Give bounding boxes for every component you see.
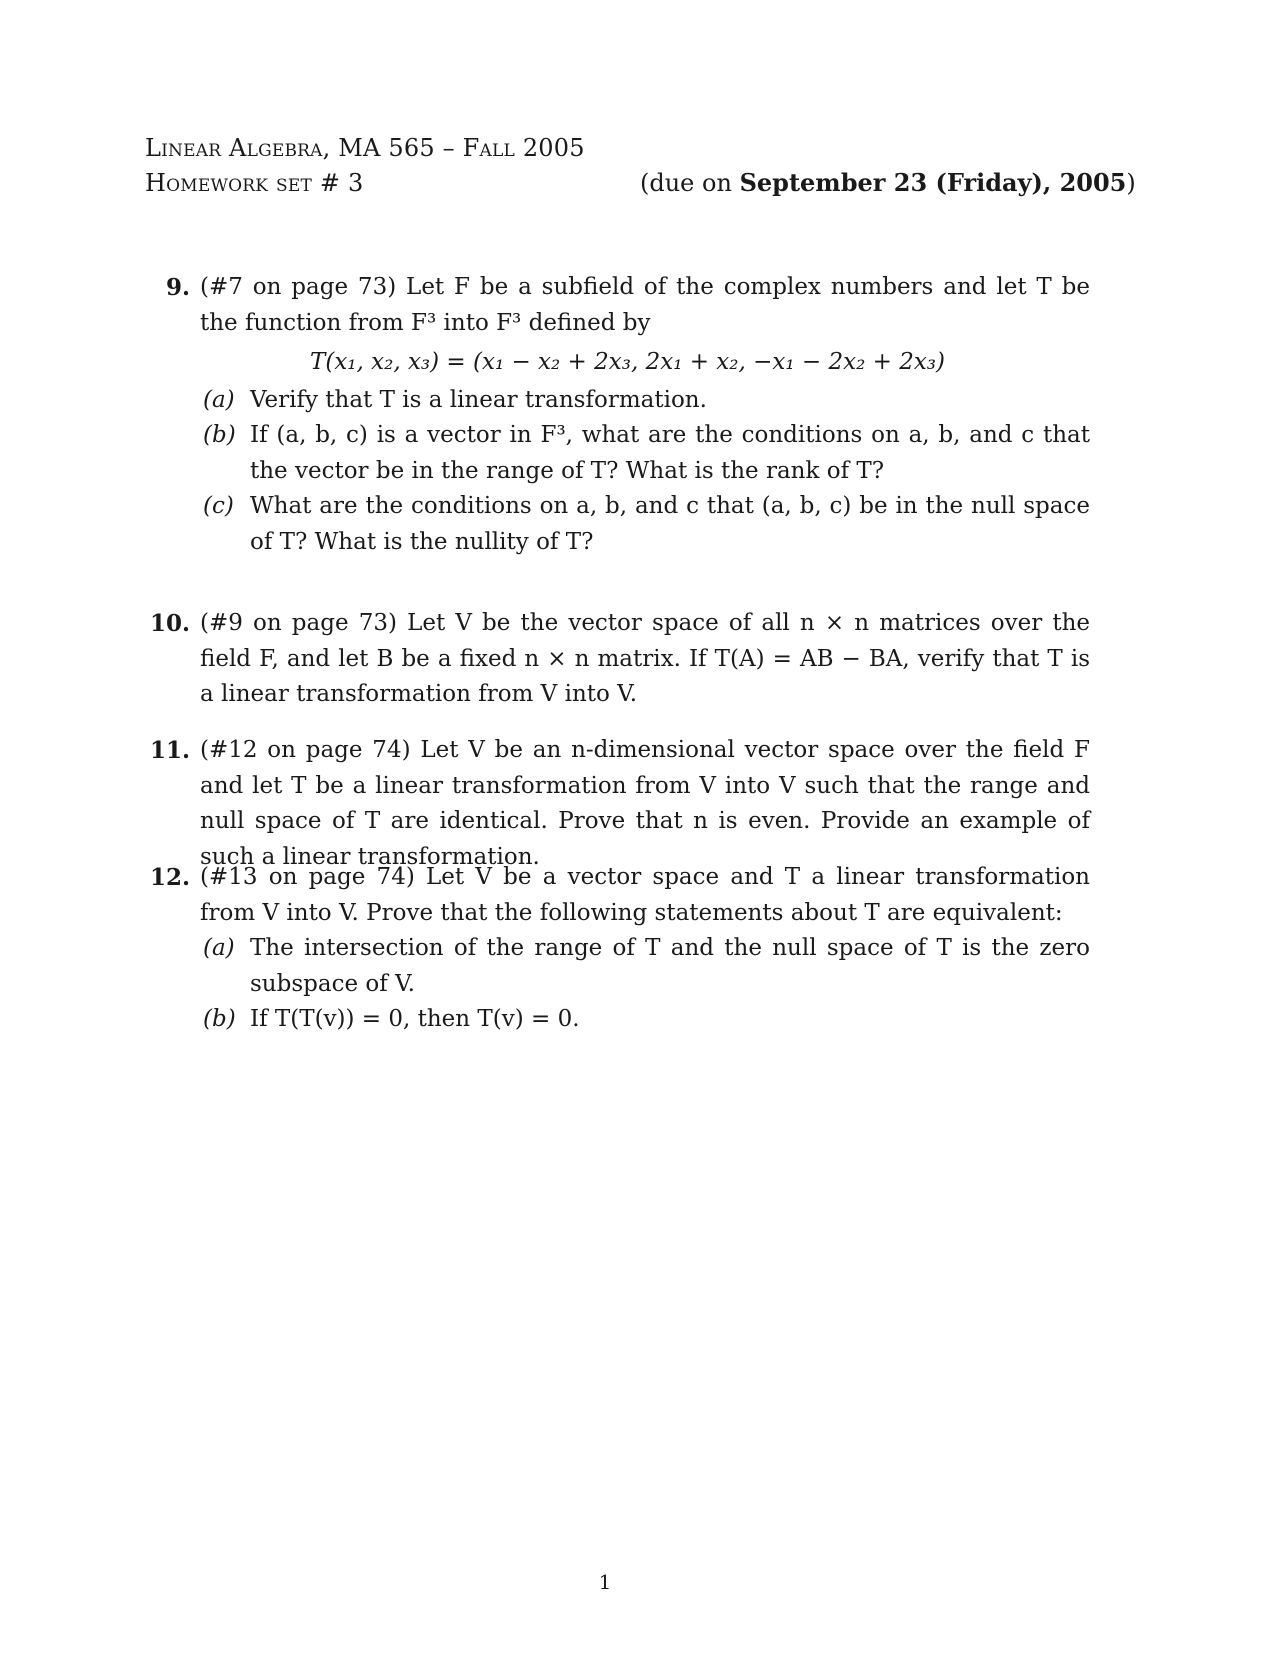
problem-number: 10.: [149, 610, 190, 637]
part-text: What are the conditions on a, b, and c that (a, b, c) be in the null space of T? What is the nullity of T?: [250, 493, 1090, 555]
due-date-value: September 23 (Friday), 2005: [739, 168, 1127, 197]
part-label: (a): [203, 386, 235, 413]
due-date: [640, 168, 1136, 198]
part-a: [200, 931, 1090, 1002]
part-label: (c): [203, 493, 234, 519]
problem-11: [145, 733, 1090, 875]
part-text: If (a, b, c) is a vector in F³, what are the conditions on a, b, and c that the vector be in the range of T? What is the rank of T?: [250, 422, 1090, 484]
part-label: (b): [203, 1006, 236, 1032]
problem-statement: (#7 on page 73) Let F be a subfield of the complex numbers and let T be the function from F³ into F³ defined by: [200, 274, 1090, 336]
course-title: Linear Algebra, MA 565 – Fall 2005: [145, 134, 585, 162]
equation: T(x₁, x₂, x₃) = (x₁ − x₂ + 2x₃, 2x₁ + x₂, −x₁ − 2x₂ + 2x₃): [310, 349, 945, 375]
problem-statement: (#13 on page 74) Let V be a vector space and T a linear transformation from V into V. Prove that the following statements about T are equivalent:: [200, 864, 1090, 926]
homework-set-title: Homework set # 3: [145, 169, 364, 197]
part-text: Verify that T is a linear transformation.: [250, 386, 707, 413]
problem-9: [145, 270, 1090, 560]
part-text: If T(T(v)) = 0, then T(v) = 0.: [250, 1006, 580, 1032]
problem-statement: (#9 on page 73) Let V be the vector space of all n × n matrices over the field F, and let B be a fixed n × n matrix. If T(A) = AB − BA, verify that T is a linear transformation from V into V.: [200, 610, 1090, 707]
page-number: 1: [598, 1570, 612, 1594]
part-a: [200, 383, 1090, 419]
problem-12: [145, 860, 1090, 1038]
due-suffix: ): [1126, 169, 1136, 197]
part-c: [200, 489, 1090, 560]
part-text: The intersection of the range of T and the null space of T is the zero subspace of V.: [250, 935, 1090, 997]
part-label: (b): [203, 422, 236, 448]
problem-statement: (#12 on page 74) Let V be an n-dimensional vector space over the field F and let T be a linear transformation from V into V such that the range and null space of T are identical. Prove that n is even. Provide an example of such a linear transformation.: [200, 737, 1090, 870]
part-label: (a): [203, 935, 235, 961]
problem-number: 11.: [149, 737, 190, 764]
due-prefix: (due on: [640, 169, 740, 197]
part-b: [200, 418, 1090, 489]
problem-body: [200, 860, 1090, 1038]
problem-number: 12.: [149, 864, 190, 891]
part-b: [200, 1002, 1090, 1038]
problem-body: [200, 270, 1090, 560]
problem-10: [145, 606, 1090, 713]
problem-number: 9.: [165, 274, 190, 301]
